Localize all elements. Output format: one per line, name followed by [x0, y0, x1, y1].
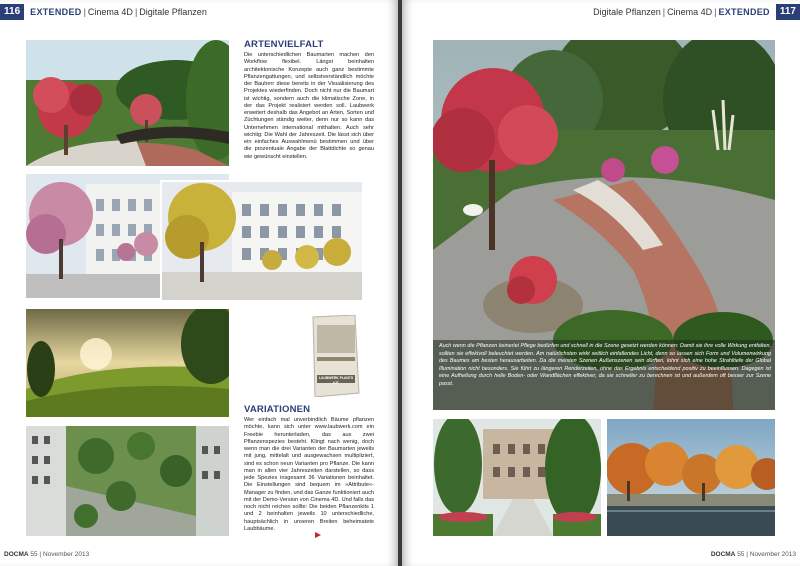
autumn-river-image — [607, 419, 775, 536]
article-end-arrow-icon — [315, 532, 321, 538]
page-number: 117 — [776, 4, 800, 20]
section-text-variationen: Wer einfach mal unverbindlich Bäume pflanzen möchte, kann sich unter www.laubwerk.com ein Freebie herunterladen, das aus zwei Pflanzenspezies besteht. Klingt nach wenig, doch wenn man die drei Varianten der Baumarten jeweils mit jung, mittelalt und ausgewachsen multipliziert, sind es schon neun Varianten pro Pflanze. Die kann man in allen vier Jahreszeiten darstellen, so dass jede Spezies insgesamt 36 Variationen beinhaltet. Die Einstellungen sind bequem im »Attribute«-Manager zu finden, und das Ganze funktioniert auch mit der Demo-Version von Cinema 4D. Und falls das noch nicht reichen sollte: Die beiden Pflanzenkits 1 und 2 beinhalten jeweils 10 unterschiedliche, hauptsächlich in unseren Breiten beheimatete Laubbäume. — [244, 417, 374, 532]
header-topic: Digitale Pflanzen — [139, 7, 207, 17]
image-caption: Auch wenn die Pflanzen keinerlei Pflege bedürfen und schnell in die Szene gesetzt werden können: Damit sie ihre volle Wirkung entfalten, sollten sie effektvoll beleuchtet werden. Am natürlichsten wirkt seitlich einfallendes Licht, denn so lassen sich Form und Volumenwirkung des Baumes am besten herausarbeiten. Da die meisten Szenen Außenszenen sein dürften, lohnt sich eine hohe Strahltiefe der Global Illumination nicht besonders. Sie führt zu längeren Renderzeiten, ohne das Ergebnis entscheidend positiv zu beeinflussen. Dagegen ist eine Aufhellung durch helle Boden- oder Wandflächen effektiver, da sie schneller zu berechnen ist und außerdem oft besser zur Szene passt. — [439, 343, 771, 387]
right-page-footer: DOCMA 55 | November 2013 — [710, 551, 796, 558]
sunset-meadow-image — [26, 309, 229, 417]
product-box-label: LAUBWERK PLANTS KIT — [318, 376, 354, 385]
header-software: Cinema 4D — [667, 7, 713, 17]
section-heading-artenvielfalt: ARTENVIELFALT — [244, 39, 324, 50]
header-section: EXTENDED — [30, 7, 82, 17]
page-number: 116 — [0, 4, 24, 20]
right-page-header: Digitale Pflanzen | Cinema 4D | EXTENDED 117 — [593, 4, 800, 20]
building-autumn-image — [162, 182, 362, 300]
aerial-courtyard-image — [26, 426, 229, 536]
garden-path-image — [26, 40, 229, 166]
park-path-image — [433, 419, 601, 536]
right-page — [402, 0, 800, 566]
section-heading-variationen: VARIATIONEN — [244, 404, 311, 415]
header-software: Cinema 4D — [87, 7, 133, 17]
section-text-artenvielfalt: Die unterschiedlichen Baumarten machen den Workflow flexibel. Längst beinhalten architektonische Konzepte auch ganz bestimmte Pflanzengattungen, und selbstverständlich möchte der Bauherr diese bereits in der Visualisierung des Projektes wiederfinden. Doch nicht nur die Baumart ist wichtig, sondern auch die klimatische Zone, in der das Projekt realisiert werden soll. Laubwerk erweitert deshalb das Angebot an Arten, Sorten und Züchtungen ständig weiter, denn nur so kann das Unternehmen international mithalten. Auch sehr wichtig: Die Wahl der Jahreszeit. Die lässt sich über ein einfaches Auswahlmenü bestimmen und über die prozentuale Angabe der Blattdichte so genau wie gewünscht einstellen. — [244, 52, 374, 160]
product-box-image — [309, 315, 361, 397]
header-topic: Digitale Pflanzen — [593, 7, 661, 17]
header-section: EXTENDED — [718, 7, 770, 17]
left-page — [0, 0, 398, 566]
left-page-header: 116 EXTENDED | Cinema 4D | Digitale Pflanzen — [0, 4, 207, 20]
left-page-footer: DOCMA 55 | November 2013 — [4, 551, 90, 558]
